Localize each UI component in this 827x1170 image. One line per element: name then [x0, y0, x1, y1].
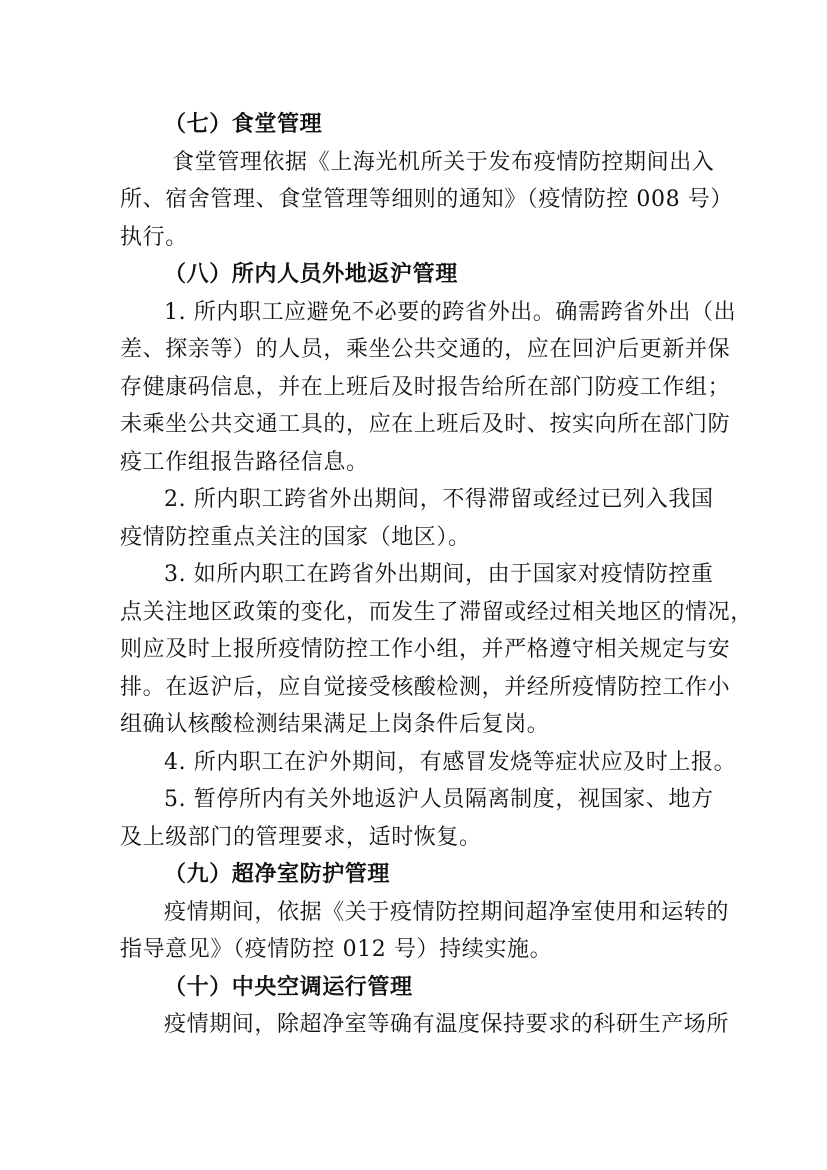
section-8-item-3-line-1: 3. 如所内职工在跨省外出期间，由于国家对疫情防控重 [164, 562, 714, 587]
section-7-body-line-3: 执行。 [120, 224, 188, 250]
section-7-body-line-2: 所、宿舍管理、食堂管理等细则的通知》（疫情防控 008 号） [120, 187, 733, 212]
section-8-item-5-line-1: 5. 暂停所内有关外地返沪人员隔离制度，视国家、地方 [164, 787, 714, 812]
document-page [120, 106, 753, 1044]
section-8-item-1-line-2: 差、探亲等）的人员，乘坐公共交通的，应在回沪后更新并保 [120, 337, 731, 362]
section-8-item-3-line-3: 则应及时上报所疫情防控工作小组，并严格遵守相关规定与安 [120, 637, 731, 662]
section-10-heading: （十）中央空调运行管理 [164, 974, 413, 1000]
section-9-body-line-1: 疫情期间，依据《关于疫情防控期间超净室使用和运转的 [164, 899, 730, 925]
section-7-body-line-1: 食堂管理依据《上海光机所关于发布疫情防控期间出入 [172, 149, 715, 175]
section-10-body-line-1: 疫情期间，除超净室等确有温度保持要求的科研生产场所 [164, 1012, 730, 1037]
section-8-item-5-line-2: 及上级部门的管理要求，适时恢复。 [120, 824, 482, 850]
section-8-item-2-line-2: 疫情防控重点关注的国家（地区）。 [120, 524, 471, 550]
section-8-item-2-line-1: 2. 所内职工跨省外出期间，不得滞留或经过已列入我国 [164, 487, 714, 512]
section-8-item-3-line-2: 点关注地区政策的变化，而发生了滞留或经过相关地区的情况， [120, 599, 753, 625]
section-8-item-1-line-1: 1. 所内职工应避免不必要的跨省外出。确需跨省外出（出 [164, 299, 737, 325]
section-8-item-1-line-3: 存健康码信息，并在上班后及时报告给所在部门防疫工作组； [120, 374, 731, 400]
section-9-body-line-2: 指导意见》（疫情防控 012 号）持续实施。 [120, 937, 553, 962]
section-8-item-3-line-5: 组确认核酸检测结果满足上岗条件后复岗。 [120, 712, 550, 737]
section-8-item-4-line-1: 4. 所内职工在沪外期间，有感冒发烧等症状应及时上报。 [164, 749, 737, 775]
section-8-item-1-line-5: 疫工作组报告路径信息。 [120, 449, 369, 475]
section-8-item-3-line-4: 排。在返沪后，应自觉接受核酸检测，并经所疫情防控工作小 [120, 674, 731, 700]
section-8-heading: （八）所内人员外地返沪管理 [164, 262, 458, 287]
section-8-item-1-line-4: 未乘坐公共交通工具的，应在上班后及时、按实向所在部门防 [120, 412, 731, 437]
section-9-heading: （九）超净室防护管理 [164, 862, 391, 887]
section-7-heading: （七）食堂管理 [164, 112, 323, 137]
